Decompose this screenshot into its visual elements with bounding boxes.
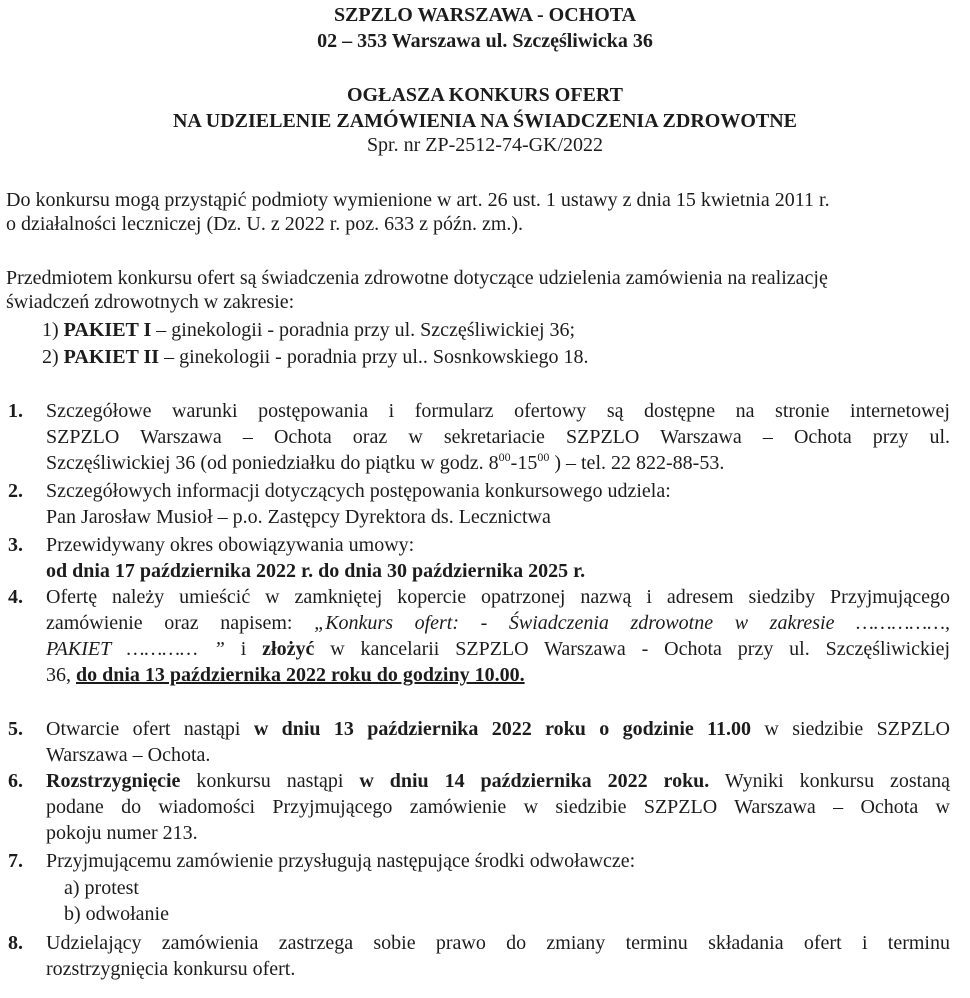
header-ref: Spr. nr ZP-2512-74-GK/2022 bbox=[366, 134, 604, 156]
subject-paragraph bbox=[6, 266, 946, 314]
item-8-text: Udzielający zamówienia zastrzega sobie prawo do zmiany terminu składania ofert i terminu rozstrzygnięcia konkursu ofert. bbox=[46, 932, 950, 980]
item-5-text: Otwarcie ofert nastąpi w dniu 13 października 2022 roku o godzinie 11.00 w siedzibie SZPZLO Warszawa – Ochota. bbox=[46, 718, 950, 766]
package-1-label: PAKIET I bbox=[63, 319, 152, 341]
item-3-number: 3. bbox=[8, 534, 23, 556]
item-8-number: 8. bbox=[8, 932, 23, 954]
item-4-number: 4. bbox=[8, 586, 23, 608]
item-7-number: 7. bbox=[8, 850, 23, 872]
package-2-label: PAKIET II bbox=[63, 346, 160, 368]
package-item-1: 1) PAKIET I – ginekologii - poradnia przy ul. Szczęśliwickiej 36; bbox=[42, 319, 576, 341]
header-org: SZPZLO WARSZAWA - OCHOTA bbox=[333, 4, 637, 26]
item-3-text: Przewidywany okres obowiązywania umowy: od dnia 17 października 2022 r. do dnia 30 października 2025 r. bbox=[46, 534, 586, 582]
item-1-text: Szczegółowe warunki postępowania i formularz ofertowy są dostępne na stronie internetowej SZPZLO Warszawa – Ochota oraz w sekretariacie SZPZLO Warszawa – Ochota przy ul. Szczęśliwickiej 36 (od poniedziałku do piątku w godz. $8^{00}-15^{00}$ ) – tel. 22 822-88-53. bbox=[46, 400, 950, 474]
subject-line-1: Przedmiotem konkursu ofert są świadczenia zdrowotne dotyczące udzielenia zamówienia na realizację bbox=[6, 267, 828, 289]
item-7-text: Przyjmującemu zamówienie przysługują następujące środki odwoławcze: bbox=[46, 850, 636, 872]
header-address: 02 – 353 Warszawa ul. Szczęśliwicka 36 bbox=[317, 30, 653, 52]
item-1-number: 1. bbox=[8, 400, 23, 422]
item-2-text: Szczegółowych informacji dotyczących postępowania konkursowego udziela: Pan Jarosław Musioł – p.o. Zastępcy Dyrektora ds. Lecznictwa bbox=[46, 480, 671, 528]
header-title-2: NA UDZIELENIE ZAMÓWIENIA NA ŚWIADCZENIA ZDROWOTNE bbox=[172, 110, 797, 132]
remedy-item-b: b) odwołanie bbox=[64, 903, 169, 925]
item-4-text: Ofertę należy umieścić w zamkniętej kopercie opatrzonej nazwą i adresem siedziby Przyjmującego zamówienie oraz napisem: „Konkurs ofert: - Świadczenia zdrowotne w zakresie ……………, PAKIET ………… ” i złożyć w kancelarii SZPZLO Warszawa - Ochota przy ul. Szczęśliwickiej 36, do dnia 13 października 2022 roku do godziny 10.00. bbox=[46, 586, 951, 686]
item-5-number: 5. bbox=[8, 718, 23, 740]
package-item-2: 2) PAKIET II – ginekologii - poradnia przy ul.. Sosnkowskiego 18. bbox=[42, 346, 589, 368]
deadline-text: do dnia 13 października 2022 roku do godziny 10.00. bbox=[76, 664, 525, 686]
remedy-item-a: a) protest bbox=[64, 877, 139, 899]
intro-line-1: Do konkursu mogą przystąpić podmioty wymienione w art. 26 ust. 1 ustawy z dnia 15 kwietnia 2011 r. bbox=[6, 189, 830, 211]
item-6-text: Rozstrzygnięcie konkursu nastąpi w dniu 14 października 2022 roku. Wyniki konkursu zostaną podane do wiadomości Przyjmującego zamówienie w siedzibie SZPZLO Warszawa – Ochota w pokoju numer 213. bbox=[46, 770, 950, 844]
item-2-number: 2. bbox=[8, 480, 23, 502]
intro-line-2: o działalności leczniczej (Dz. U. z 2022 r. poz. 633 z późn. zm.). bbox=[6, 213, 524, 235]
header-title-1: OGŁASZA KONKURS OFERT bbox=[346, 84, 623, 106]
item-6-number: 6. bbox=[8, 770, 23, 792]
intro-paragraph bbox=[6, 188, 946, 236]
subject-line-2: świadczeń zdrowotnych w zakresie: bbox=[6, 291, 295, 313]
